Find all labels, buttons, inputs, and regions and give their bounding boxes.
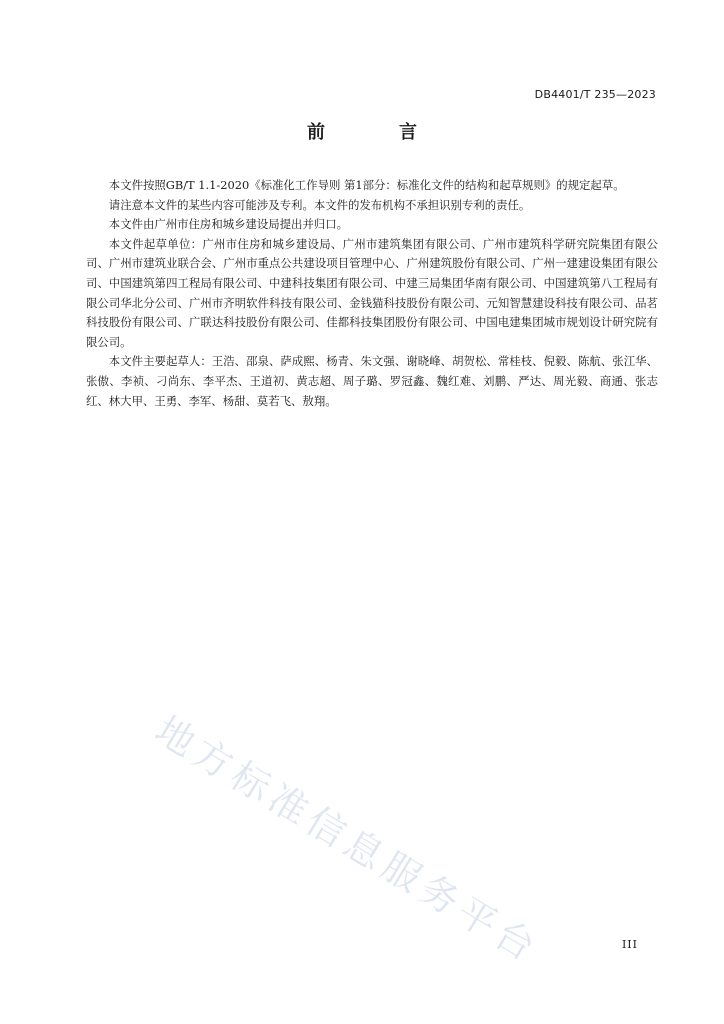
watermark: 地方标准信息服务平台	[147, 707, 548, 973]
page-number: III	[621, 938, 638, 951]
page-title: 前 言	[307, 122, 445, 143]
document-body	[86, 176, 658, 411]
paragraph-patent-notice: 请注意本文件的某些内容可能涉及专利。本文件的发布机构不承担识别专利的责任。	[108, 197, 531, 212]
paragraph-drafters: 本文件主要起草人：王浩、邵泉、萨成熙、杨青、朱文强、谢晓峰、胡贺松、常桂枝、倪毅、陈航、张江华、张傲、李祯、刁尚东、李平杰、王道初、黄志超、周子璐、罗冠鑫、魏红难、刘鹏、严达、周光毅、商通、张志红、林大甲、王勇、李军、杨甜、莫若飞、敖翔。	[86, 354, 658, 408]
paragraph-proposer: 本文件由广州市住房和城乡建设局提出并归口。	[108, 217, 349, 232]
paragraph-standard-basis: 本文件按照GB/T 1.1-2020《标准化工作导则 第1部分：标准化文件的结构和起草规则》的规定起草。	[108, 178, 625, 192]
document-code: DB4401/T 235—2023	[534, 88, 656, 101]
paragraph-drafting-units: 本文件起草单位：广州市住房和城乡建设局、广州市建筑集团有限公司、广州市建筑科学研究院集团有限公司、广州市建筑业联合会、广州市重点公共建设项目管理中心、广州建筑股份有限公司、广州一建建设集团有限公司、中国建筑第四工程局有限公司、中建科技集团有限公司、中建三局集团华南有限公司、中国建筑第八工程局有限公司华北分公司、广州市齐明软件科技有限公司、金钱猫科技股份有限公司、元知智慧建设科技有限公司、品茗科技股份有限公司、广联达科技股份有限公司、佳都科技集团股份有限公司、中国电建集团城市规划设计研究院有限公司。	[86, 236, 658, 349]
